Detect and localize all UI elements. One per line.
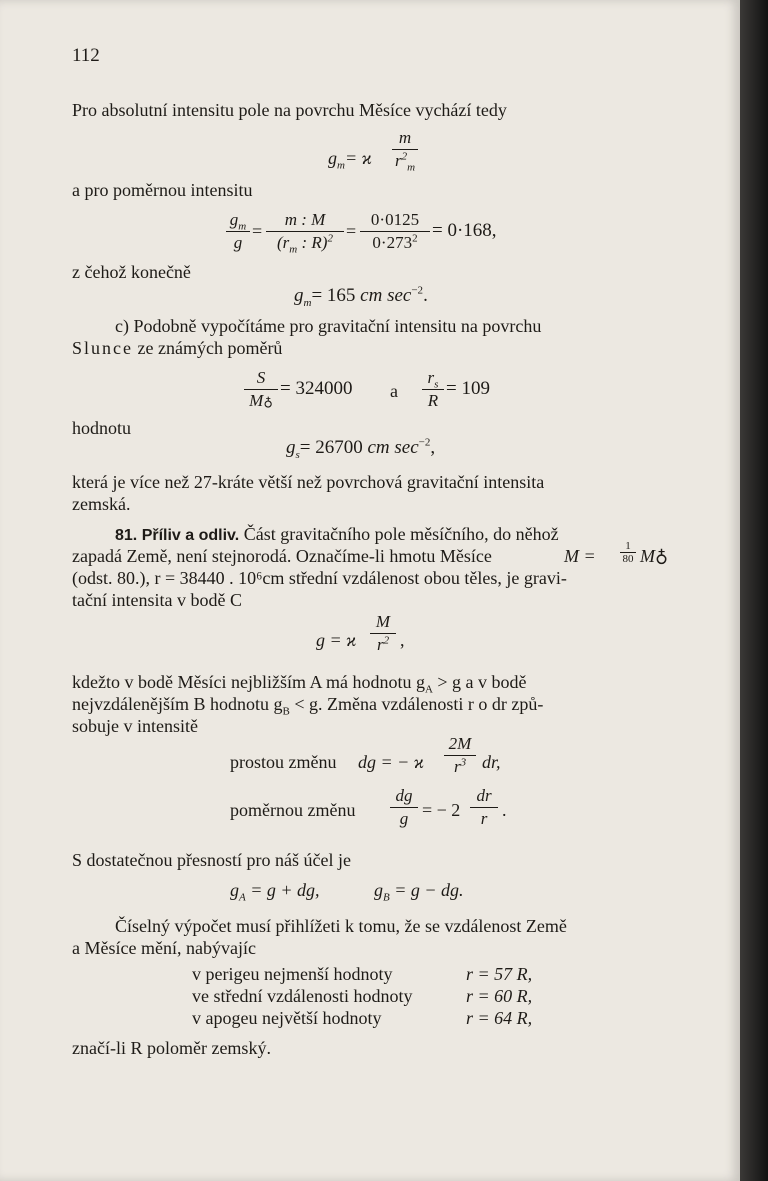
paragraph-line: z čehož konečně (72, 262, 191, 282)
equation-gm: $g_m= ϰ$ (328, 148, 372, 172)
conjunction: a (390, 381, 398, 401)
equation-rhs: = − 2 (422, 800, 461, 820)
fraction-s-over-m: $\frac{S}{M♁}$ (244, 368, 278, 412)
section-title: 81. Příliv a odliv. (115, 527, 240, 544)
equation-value: = 109 (446, 378, 490, 399)
section-81-heading-line: 81. Příliv a odliv. Část gravitačního pole měsíčního, do něhož (115, 524, 559, 544)
fraction-gm-over-g: $\frac{g_m}{g}$ (226, 210, 250, 253)
paragraph-line: značí-li R poloměr zemský. (72, 1038, 271, 1058)
paragraph-line: zemská. (72, 494, 131, 514)
paragraph-line: hodnotu (72, 418, 132, 438)
moon-mass-formula: M = (564, 546, 596, 566)
book-edge (740, 0, 768, 1181)
paragraph-line: Pro absolutní intensitu pole na povrchu Měsíce vychází tedy (72, 100, 507, 120)
equation-gb: $g_B = g$ − dg. (374, 880, 464, 904)
fraction-m-over-r2: $\frac{M}{r^2}$ (370, 612, 396, 655)
paragraph-line: a pro poměrnou intensitu (72, 180, 253, 200)
equation-dg: dg = − ϰ (358, 752, 424, 772)
paragraph-line: zapadá Země, není stejnorodá. Označíme-li hmotu Měsíce (72, 546, 492, 566)
equation-gm-value: $g_m= 165$ cm $\sec^{-2}$. (294, 284, 428, 309)
paragraph-line: S dostatečnou přesností pro náš účel je (72, 850, 351, 870)
paragraph-line: c) Podobně vypočítáme pro gravitační intensitu na povrchu (115, 316, 542, 336)
period: . (502, 800, 507, 820)
equals-sign: = (252, 221, 263, 241)
distance-value: r = 64 R, (466, 1008, 533, 1028)
fraction-m-over-r2: $\frac{m}{r^2_m}$ (392, 128, 418, 171)
paragraph-line: (odst. 80.), r = 38440 . 10⁶cm střední vzdálenost obou těles, je gravi- (72, 568, 567, 588)
fraction-one-eightieth: $\frac{1}{80}$ (620, 540, 636, 565)
distance-value: r = 57 R, (466, 964, 533, 984)
equation-dr: dr, (482, 752, 501, 772)
paragraph-line: a Měsíce mění, nabývajíc (72, 938, 256, 958)
paragraph-line: Slunce ze známých poměrů (72, 338, 283, 358)
earth-mass-symbol: M♁ (640, 546, 669, 566)
equation-result: = 0·168, (432, 220, 497, 241)
fraction-mass-ratio: $\frac{m : M}{(r_m : R)^2}$ (266, 210, 344, 253)
distance-value: r = 60 R, (466, 986, 533, 1006)
fraction-2m-over-r3: $\frac{2M}{r^3}$ (444, 734, 476, 777)
paragraph-line: sobuje v intensitě (72, 716, 198, 736)
equation-g: g = ϰ (316, 630, 357, 650)
fraction-dg-over-g: $\frac{dg}{g}$ (390, 786, 418, 829)
distance-label: ve střední vzdálenosti hodnoty (192, 986, 413, 1006)
fraction-dr-over-r: $\frac{dr}{r}$ (470, 786, 498, 829)
paragraph-line: nejvzdálenějším B hodnotu $g_B < g$. Změna vzdálenosti r o dr způ- (72, 694, 544, 718)
paragraph-line: která je více než 27-kráte větší než povrchová gravitační intensita (72, 472, 545, 492)
equation-value: = 324000 (280, 378, 353, 399)
comma: , (400, 630, 405, 650)
paragraph-line: kdežto v bodě Měsíci nejbližším A má hodnotu $g_A > g$ a v bodě (72, 672, 527, 696)
distance-label: v apogeu největší hodnoty (192, 1008, 382, 1028)
fraction-numeric: $\frac{0\cdot 0125}{0\cdot 273^2}$ (360, 210, 430, 253)
equation-gs-value: $g_s= 26700$ cm $\sec^{-2}$, (286, 436, 436, 461)
equation-lead: poměrnou změnu (230, 800, 356, 820)
distance-label: v perigeu nejmenší hodnoty (192, 964, 393, 984)
paragraph-line: Číselný výpočet musí přihlížeti k tomu, že se vzdálenost Země (115, 916, 567, 936)
paragraph-line: tační intensita v bodě C (72, 590, 242, 610)
equation-ga: $g_A = g$ + dg, (230, 880, 320, 904)
equation-lead: prostou změnu (230, 752, 337, 772)
equals-sign: = (346, 221, 357, 241)
page-number: 112 (72, 45, 100, 66)
fraction-rs-over-r: $\frac{r_s}{R}$ (422, 368, 444, 411)
